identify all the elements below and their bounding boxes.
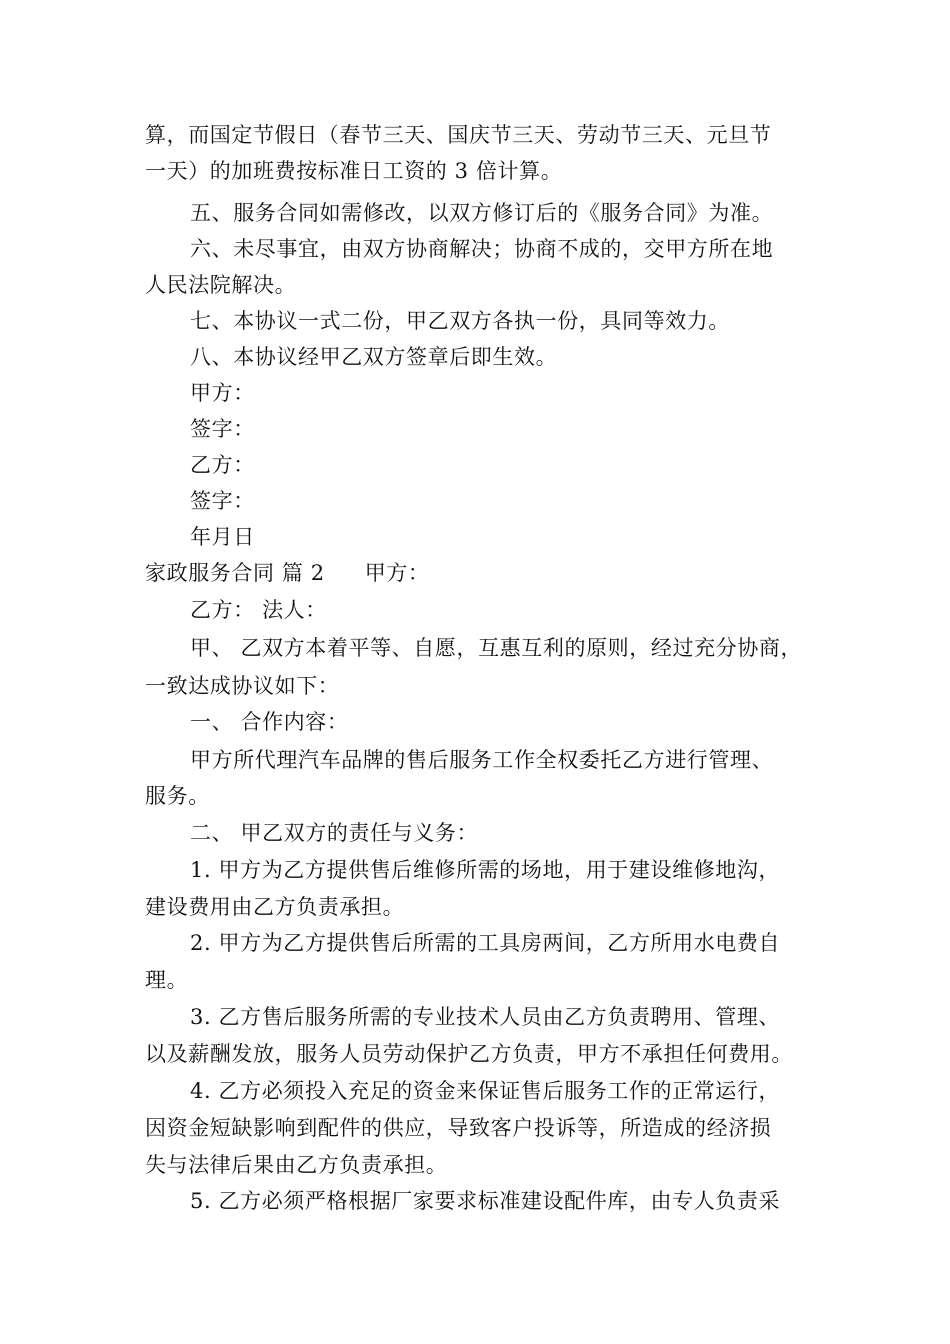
paragraph-line: 人民法院解决。: [145, 273, 297, 297]
paragraph-line: 算，而国定节假日（春节三天、国庆节三天、劳动节三天、元旦节: [145, 123, 772, 147]
item-3: 3. 乙方售后服务所需的专业技术人员由乙方负责聘用、管理、: [190, 1005, 781, 1029]
paragraph-line: 服务。: [145, 784, 210, 808]
signature-label: 签字：: [190, 417, 255, 441]
item-4: 4. 乙方必须投入充足的资金来保证售后服务工作的正常运行，: [190, 1079, 781, 1103]
party-a-label: 甲方：: [190, 381, 255, 405]
paragraph-line: 以及薪酬发放，服务人员劳动保护乙方负责，甲方不承担任何费用。: [145, 1042, 793, 1066]
paragraph-line: 甲方所代理汽车品牌的售后服务工作全权委托乙方进行管理、: [190, 748, 774, 772]
paragraph-line: 一天）的加班费按标准日工资的 3 倍计算。: [145, 159, 563, 183]
item-2: 2. 甲方为乙方提供售后所需的工具房两间，乙方所用水电费自: [190, 931, 781, 955]
party-b-label: 乙方：: [190, 453, 255, 477]
item-1: 1. 甲方为乙方提供售后维修所需的场地，用于建设维修地沟，: [190, 858, 781, 882]
paragraph-line: 理。: [145, 968, 189, 992]
party-b-legal-rep: 乙方： 法人：: [190, 598, 327, 622]
item-5: 5. 乙方必须严格根据厂家要求标准建设配件库，由专人负责采: [190, 1189, 781, 1213]
contract-title: 家政服务合同 篇 2: [145, 561, 325, 585]
section-heading-row: [145, 558, 825, 588]
date-label: 年月日: [190, 525, 255, 549]
clause-six: 六、未尽事宜，由双方协商解决；协商不成的，交甲方所在地: [190, 237, 774, 261]
preamble: 甲、 乙双方本着平等、自愿，互惠互利的原则，经过充分协商，: [190, 636, 803, 660]
paragraph-line: 失与法律后果由乙方负责承担。: [145, 1153, 448, 1177]
party-a-label: 甲方：: [364, 561, 430, 585]
section-one-heading: 一、 合作内容：: [190, 710, 349, 734]
paragraph-line: 建设费用由乙方负责承担。: [145, 895, 405, 919]
clause-seven: 七、本协议一式二份，甲乙双方各执一份，具同等效力。: [190, 309, 730, 333]
signature-label: 签字：: [190, 489, 255, 513]
section-two-heading: 二、 甲乙双方的责任与义务：: [190, 821, 479, 845]
clause-five: 五、服务合同如需修改，以双方修订后的《服务合同》为准。: [190, 201, 774, 225]
paragraph-line: 一致达成协议如下：: [145, 674, 340, 698]
clause-eight: 八、本协议经甲乙双方签章后即生效。: [190, 345, 558, 369]
paragraph-line: 因资金短缺影响到配件的供应，导致客户投诉等，所造成的经济损: [145, 1116, 772, 1140]
